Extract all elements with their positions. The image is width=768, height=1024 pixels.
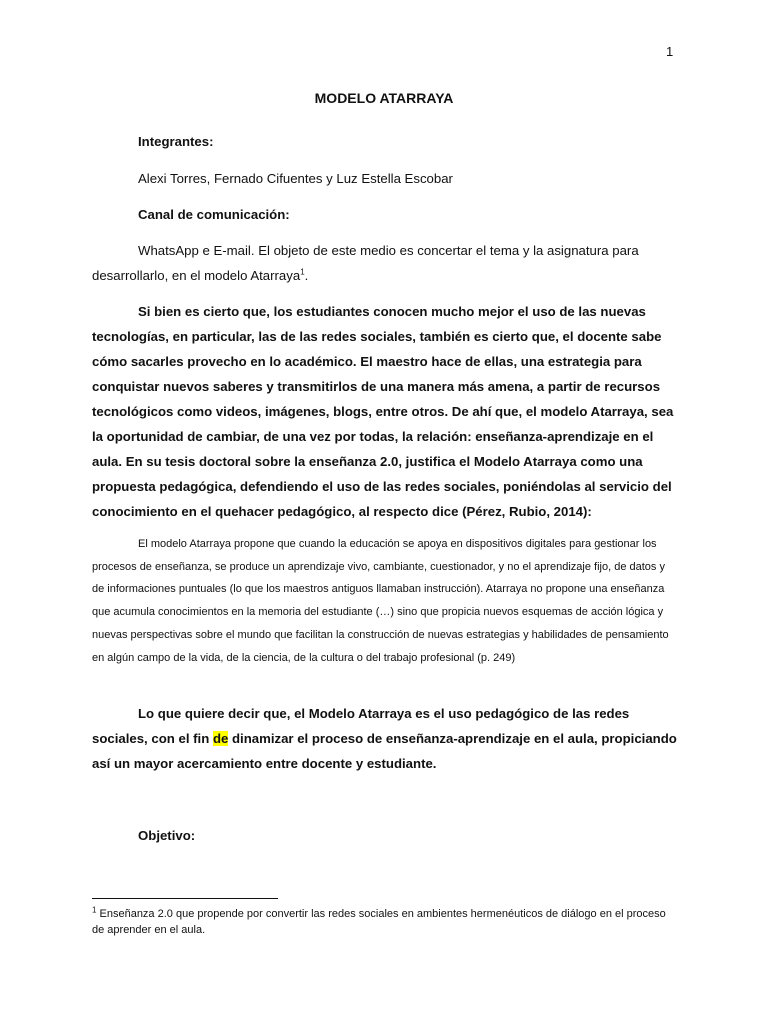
block-quote: [92, 533, 678, 669]
channel-text: WhatsApp e E-mail. El objeto de este medio es concertar el tema y la asignatura para desarrollarlo, en el modelo Atarraya: [92, 243, 639, 283]
paragraph-2-text-before: Lo que quiere decir que, el Modelo Atarraya es el uso pedagógico de las redes sociales, con el fin: [92, 706, 630, 746]
footnote: [92, 906, 678, 938]
paragraph-2: [92, 701, 678, 776]
members-heading: Integrantes:: [138, 134, 214, 149]
paragraph-1-text: Si bien es cierto que, los estudiantes conocen mucho mejor el uso de las nuevas tecnologías, en particular, las de las redes sociales, también es cierto que, el docente sabe cómo sacarles provecho en lo académico. El maestro hace de ellas, una estrategia para conquistar nuevos saberes y transmitirlos de una manera más amena, a partir de recursos tecnológicos como videos, imágenes, blogs, entre otros. De ahí que, el modelo Atarraya, sea la oportunidad de cambiar, de una vez por todas, la relación: enseñanza-aprendizaje en el aula. En su tesis doctoral sobre la enseñanza 2.0, justifica el Modelo Atarraya como una propuesta pedagógica, defendiendo el uso de las redes sociales, poniéndolas al servicio del conocimiento en el quehacer pedagógico, al respecto dice (Pérez, Rubio, 2014):: [92, 304, 674, 519]
objective-heading: Objetivo:: [138, 828, 196, 843]
footnote-text: Enseñanza 2.0 que propende por convertir las redes sociales en ambientes hermenéuticos de diálogo en el proceso de aprender en el aula.: [92, 908, 666, 936]
footnote-separator: [92, 898, 278, 899]
block-quote-text: El modelo Atarraya propone que cuando la educación se apoya en dispositivos digitales para gestionar los procesos de enseñanza, se produce un aprendizaje vivo, cambiante, cuestionador, y no el aprendizaje fijo, de datos y de informaciones puntuales (lo que los maestros antiguos llamaban instrucción). Atarraya no propone una enseñanza que acumula conocimientos en la memoria del estudiante (…) sino que propicia nuevos esquemas de acción lógica y nuevas perspectivas sobre el mundo que facilitan la construcción de nuevas estrategias y habilidades de pensamiento en algún campo de la vida, de la ciencia, de la cultura o del trabajo profesional (p. 249): [92, 538, 669, 664]
document-title: MODELO ATARRAYA: [314, 90, 454, 106]
members-list: Alexi Torres, Fernado Cifuentes y Luz Estella Escobar: [138, 171, 453, 186]
channel-paragraph: WhatsApp e E-mail. El objeto de este medio es concertar el tema y la asignatura para desarrollarlo, en el modelo Atarraya$^1$.: [92, 243, 639, 283]
page-number: 1: [666, 44, 674, 59]
footnote-reference[interactable]: 1: [300, 267, 305, 277]
paragraph-2-text-after: dinamizar el proceso de enseñanza-aprendizaje en el aula, propiciando así un mayor acercamiento entre docente y estudiante.: [92, 731, 677, 771]
footnote-number: 1: [92, 905, 97, 915]
paragraph-1: [92, 299, 678, 524]
highlighted-word: de: [212, 731, 229, 746]
channel-heading: Canal de comunicación:: [138, 207, 290, 222]
